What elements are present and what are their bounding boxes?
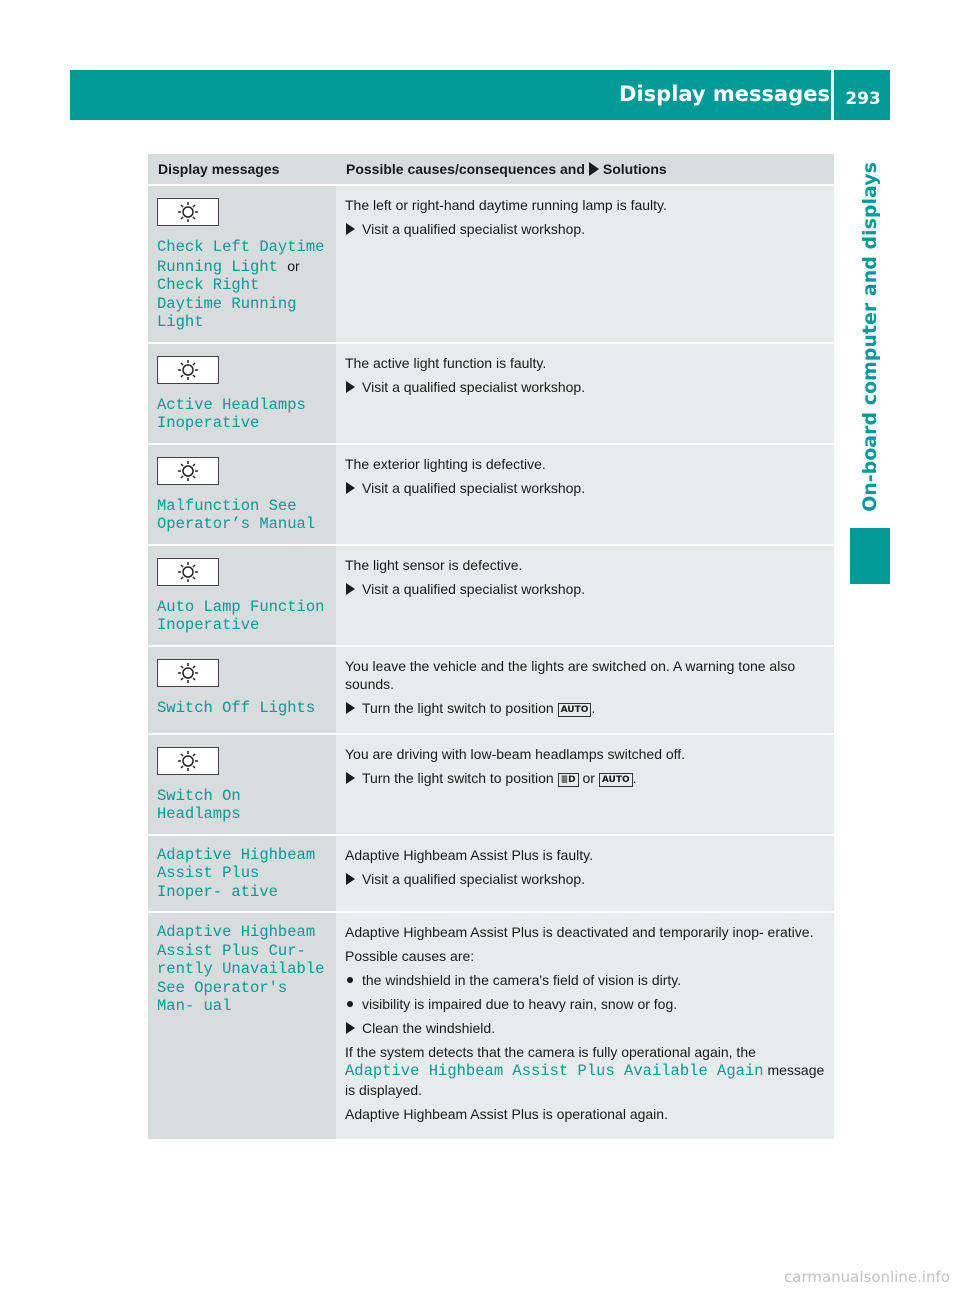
action-arrow-icon (589, 162, 599, 176)
cause-text: Adaptive Highbeam Assist Plus is deactivated and temporarily inop‐ erative. (345, 924, 814, 940)
solution-cell (336, 343, 834, 444)
action-step: Turn the light switch to position ≣D or AUTO . (345, 769, 826, 787)
column-header-causes-solutions: Possible causes/consequences and Solutions (336, 154, 834, 185)
light-bulb-icon (157, 356, 219, 384)
action-step: Visit a qualified specialist workshop. (345, 870, 826, 888)
final-text: Adaptive Highbeam Assist Plus is operational again. (345, 1105, 668, 1122)
side-tab-marker (850, 528, 890, 584)
table-row (148, 734, 834, 835)
message-cell (148, 646, 336, 734)
action-step: Visit a qualified specialist workshop. (345, 479, 826, 497)
solution-cell (336, 646, 834, 734)
column-header-display-messages: Display messages (148, 154, 336, 185)
light-bulb-icon (157, 198, 219, 226)
message-cell (148, 912, 336, 1140)
action-step: Visit a qualified specialist workshop. (345, 378, 826, 396)
table-row (148, 912, 834, 1140)
cause-text: You leave the vehicle and the lights are switched on. A warning tone also sounds. (345, 657, 796, 692)
cause-text: You are driving with low-beam headlamps switched off. (345, 745, 686, 762)
action-step: Turn the light switch to position AUTO . (345, 699, 826, 717)
message-cell (148, 343, 336, 444)
display-messages-table (148, 154, 834, 1141)
auto-switch-icon: AUTO (599, 773, 633, 787)
cause-text: The left or right-hand daytime running lamp is faulty. (345, 197, 667, 213)
action-step: Visit a qualified specialist workshop. (345, 220, 826, 238)
cause-text: The active light function is faulty. (345, 354, 547, 371)
display-message-text: Switch On Headlamps (157, 786, 241, 823)
solution-cell (336, 734, 834, 835)
solution-cell (336, 545, 834, 646)
possible-causes-label: Possible causes are: (345, 948, 475, 964)
table-header-row (148, 154, 834, 185)
light-bulb-icon (157, 457, 219, 485)
action-step: Clean the windshield. (345, 1019, 826, 1037)
cause-bullet: the windshield in the camera's field of vision is dirty. (345, 971, 826, 989)
display-message-text: Auto Lamp Function Inoperative (157, 597, 325, 634)
cause-text: The exterior lighting is defective. (345, 455, 546, 472)
action-step: Visit a qualified specialist workshop. (345, 580, 826, 598)
message-cell (148, 185, 336, 343)
light-bulb-icon (157, 659, 219, 687)
light-bulb-icon (157, 747, 219, 775)
display-message-text: Active Headlamps Inoperative (157, 395, 306, 432)
cause-bullet: visibility is impaired due to heavy rain, snow or fog. (345, 995, 826, 1013)
side-tab-label: On-board computer and displays (859, 162, 881, 512)
solution-cell (336, 444, 834, 545)
display-message-text: Switch Off Lights (157, 698, 316, 717)
low-beam-icon: ≣D (558, 773, 579, 787)
light-bulb-icon (157, 558, 219, 586)
page-number: 293 (845, 89, 881, 109)
table-row (148, 343, 834, 444)
solution-cell (336, 912, 834, 1140)
message-cell (148, 835, 336, 913)
header-divider (831, 70, 834, 120)
cause-text: The light sensor is defective. (345, 556, 523, 573)
display-message-text: Check Left Daytime Running Light or Check Right Daytime Running Light (157, 238, 325, 331)
display-message-text: Malfunction See Operator’s Manual (157, 496, 316, 533)
page-title: Display messages (619, 82, 830, 106)
solution-cell (336, 185, 834, 343)
solution-cell (336, 835, 834, 913)
table-row (148, 646, 834, 734)
message-cell (148, 545, 336, 646)
display-message-text: Adaptive Highbeam Assist Plus Cur‐ rently Unavailable See Operator's Man‐ ual (157, 923, 325, 1015)
cause-text: Adaptive Highbeam Assist Plus is faulty. (345, 846, 593, 863)
table-row (148, 185, 834, 343)
watermark: carmanualsonline.info (784, 1268, 950, 1286)
table-row (148, 545, 834, 646)
message-cell (148, 734, 336, 835)
detect-text: If the system detects that the camera is fully operational again, the Adaptive Highbeam Assist Plus Available Again message is displayed. (345, 1044, 825, 1098)
message-cell (148, 444, 336, 545)
side-tab (845, 122, 895, 552)
auto-switch-icon: AUTO (558, 703, 592, 717)
table-row (148, 835, 834, 913)
display-message-text: Adaptive Highbeam Assist Plus Inoper‐ ative (157, 845, 316, 901)
table-row (148, 444, 834, 545)
display-message-inline: Adaptive Highbeam Assist Plus Available Again (345, 1062, 764, 1080)
